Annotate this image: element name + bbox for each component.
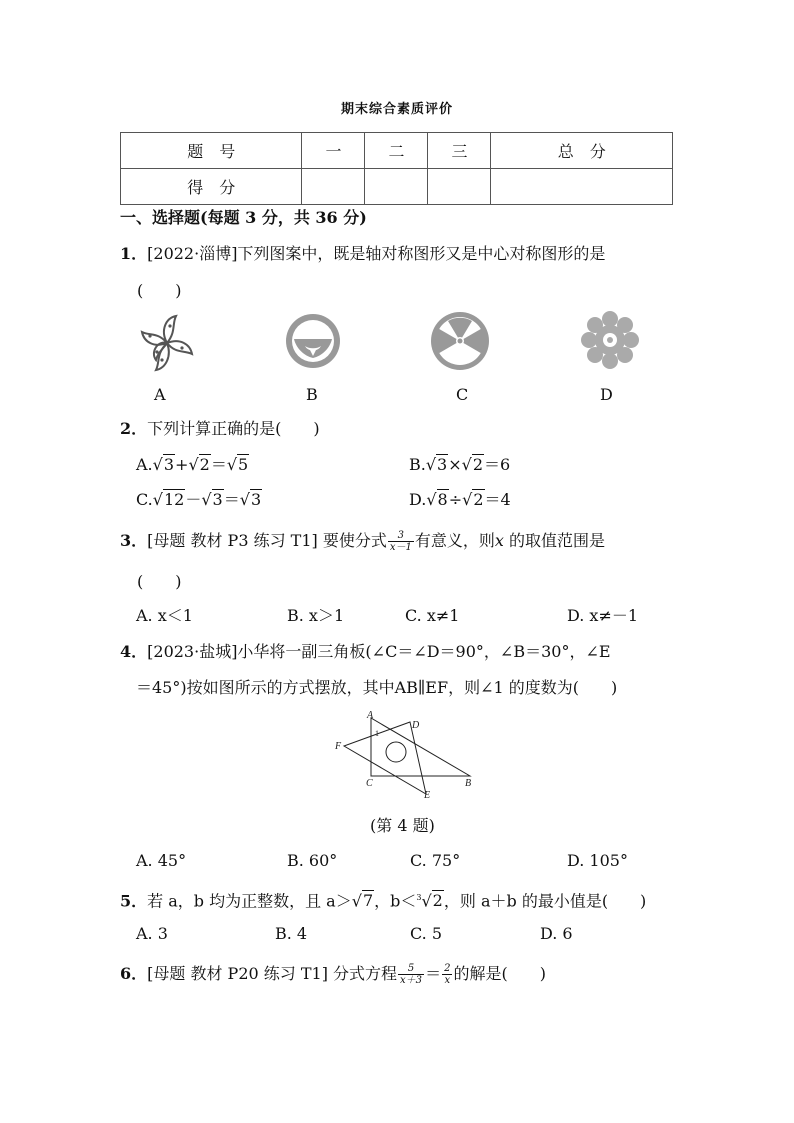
- question-number: 4．: [120, 642, 148, 661]
- angle-label-1: 1: [375, 729, 379, 738]
- option-letter: C.: [136, 490, 153, 509]
- figure-label: B: [306, 385, 318, 404]
- radicand: 2: [473, 490, 484, 509]
- radiation-symbol-icon: [429, 310, 491, 372]
- question-text: [2022·淄博]下列图案中，既是轴对称图形又是中心对称图形的是: [147, 244, 606, 263]
- radicand: 3: [250, 490, 262, 509]
- option-b[interactable]: B.√3×√2＝6: [409, 455, 511, 474]
- operator: ×: [448, 455, 462, 474]
- denominator: x: [444, 975, 451, 986]
- numerator: 5: [398, 963, 424, 975]
- option-c[interactable]: C. x≠1: [405, 606, 460, 625]
- figure-label: D: [600, 385, 613, 404]
- variable: x: [494, 531, 504, 550]
- question-text: 的取值范围是: [509, 531, 606, 550]
- question-3: [120, 530, 605, 553]
- score-table: [120, 132, 673, 205]
- question-number: 6．: [120, 964, 148, 983]
- radicand: 3: [437, 455, 448, 474]
- bauhinia-flower-icon: [136, 312, 198, 374]
- root-index: 3: [416, 893, 422, 902]
- question-text: ，则 a＋b 的最小值是( ): [443, 891, 647, 911]
- equals: ＝: [425, 964, 442, 983]
- score-blank-cell[interactable]: [491, 169, 673, 205]
- denominator: x＋3: [400, 975, 423, 986]
- question-6: [120, 963, 546, 986]
- option-letter: B.: [409, 455, 426, 474]
- score-cell: 题 号: [121, 133, 302, 169]
- fraction: [442, 963, 452, 986]
- question-text: [母题 教材 P20 练习 T1] 分式方程: [147, 964, 398, 983]
- radicand: 12: [163, 490, 185, 509]
- score-table-score-row: [121, 169, 673, 205]
- option-c[interactable]: C.√12－√3＝√3: [136, 490, 262, 509]
- equals: ＝6: [484, 455, 511, 474]
- flower-rosette-icon: [580, 310, 640, 370]
- radicand: 5: [238, 455, 249, 474]
- question-text: [2023·盐城]小华将一副三角板(∠C＝∠D＝90°，∠B＝30°，∠E: [147, 642, 611, 661]
- question-text: 的解是( ): [453, 964, 546, 983]
- option-d[interactable]: D. 6: [540, 924, 573, 943]
- question-number: 3．: [120, 531, 148, 550]
- option-b[interactable]: B. 60°: [287, 851, 338, 870]
- question-number: 1．: [120, 244, 148, 263]
- question-1: [120, 243, 605, 265]
- option-d[interactable]: D. x≠－1: [567, 606, 639, 625]
- triangle-figure: [330, 708, 480, 803]
- question-5: 5．若 a，b 均为正整数，且 a＞√7，b＜$^3$√2，则 a＋b 的最小值是( ): [120, 891, 647, 911]
- figure-label: A: [154, 385, 166, 404]
- equals: ＝4: [484, 490, 511, 509]
- score-blank-cell[interactable]: [302, 169, 365, 205]
- radicand: 8: [437, 490, 448, 509]
- page-title: 期末综合素质评价: [340, 102, 453, 117]
- numerator: 2: [444, 963, 451, 974]
- question-2: [120, 418, 320, 440]
- equals: ＝: [210, 455, 227, 474]
- score-cell: 三: [428, 133, 491, 169]
- section-heading: 一、选择题(每题 3 分，共 36 分): [120, 208, 367, 227]
- option-a[interactable]: A. x＜1: [136, 606, 193, 625]
- point-label-b: B: [465, 778, 472, 789]
- question-number: 2．: [120, 419, 148, 438]
- answer-blank: ( ): [137, 281, 182, 300]
- question-text: ，b＜: [374, 891, 417, 911]
- score-cell: 总 分: [491, 133, 673, 169]
- denominator: x－1: [389, 542, 412, 553]
- option-b[interactable]: B. 4: [275, 924, 308, 943]
- question-text: 下列计算正确的是( ): [147, 419, 320, 438]
- option-a[interactable]: A. 45°: [136, 851, 187, 870]
- question-number: 5．: [120, 891, 148, 911]
- question-text: 若 a，b 均为正整数，且 a＞: [147, 891, 352, 911]
- numerator: 3: [388, 530, 414, 542]
- option-letter: A.: [136, 455, 153, 474]
- score-row-label: 得 分: [121, 169, 302, 205]
- option-letter: D.: [409, 490, 427, 509]
- operator: +: [175, 455, 189, 474]
- point-label-a: A: [367, 710, 374, 721]
- score-blank-cell[interactable]: [428, 169, 491, 205]
- question-text: 有意义，则: [414, 531, 495, 550]
- radicand: 3: [163, 455, 175, 474]
- radicand: 2: [199, 455, 210, 474]
- operator: ÷: [448, 490, 463, 509]
- option-d[interactable]: D. 105°: [567, 851, 628, 870]
- option-c[interactable]: C. 5: [410, 924, 443, 943]
- point-label-d: D: [412, 720, 420, 731]
- figure-caption: (第 4 题): [370, 816, 435, 835]
- option-a[interactable]: A.√3+√2＝√5: [136, 455, 249, 474]
- equals: ＝: [223, 490, 240, 509]
- score-cell: 二: [365, 133, 428, 169]
- score-table-header-row: [121, 133, 673, 169]
- point-label-e: E: [424, 790, 431, 801]
- option-a[interactable]: A. 3: [136, 924, 168, 943]
- operator: －: [185, 490, 202, 509]
- score-cell: 一: [302, 133, 365, 169]
- radicand: 2: [472, 455, 484, 474]
- fraction: [398, 963, 424, 986]
- radicand: 2: [432, 891, 443, 911]
- option-c[interactable]: C. 75°: [410, 851, 461, 870]
- fraction: [388, 530, 414, 553]
- answer-blank: ( ): [137, 572, 182, 591]
- point-label-f: F: [335, 741, 342, 752]
- ring-emblem-icon: [284, 312, 342, 370]
- question-4: [120, 641, 611, 663]
- radicand: 7: [362, 891, 374, 911]
- question-4-line2: ＝45°)按如图所示的方式摆放，其中AB∥EF，则∠1 的度数为( ): [136, 678, 618, 697]
- option-d[interactable]: D.√8÷√2＝4: [409, 490, 511, 509]
- option-b[interactable]: B. x＞1: [287, 606, 345, 625]
- figure-label: C: [456, 385, 469, 404]
- point-label-c: C: [366, 778, 373, 789]
- question-text: [母题 教材 P3 练习 T1] 要使分式: [147, 531, 387, 550]
- score-blank-cell[interactable]: [365, 169, 428, 205]
- radicand: 3: [212, 490, 223, 509]
